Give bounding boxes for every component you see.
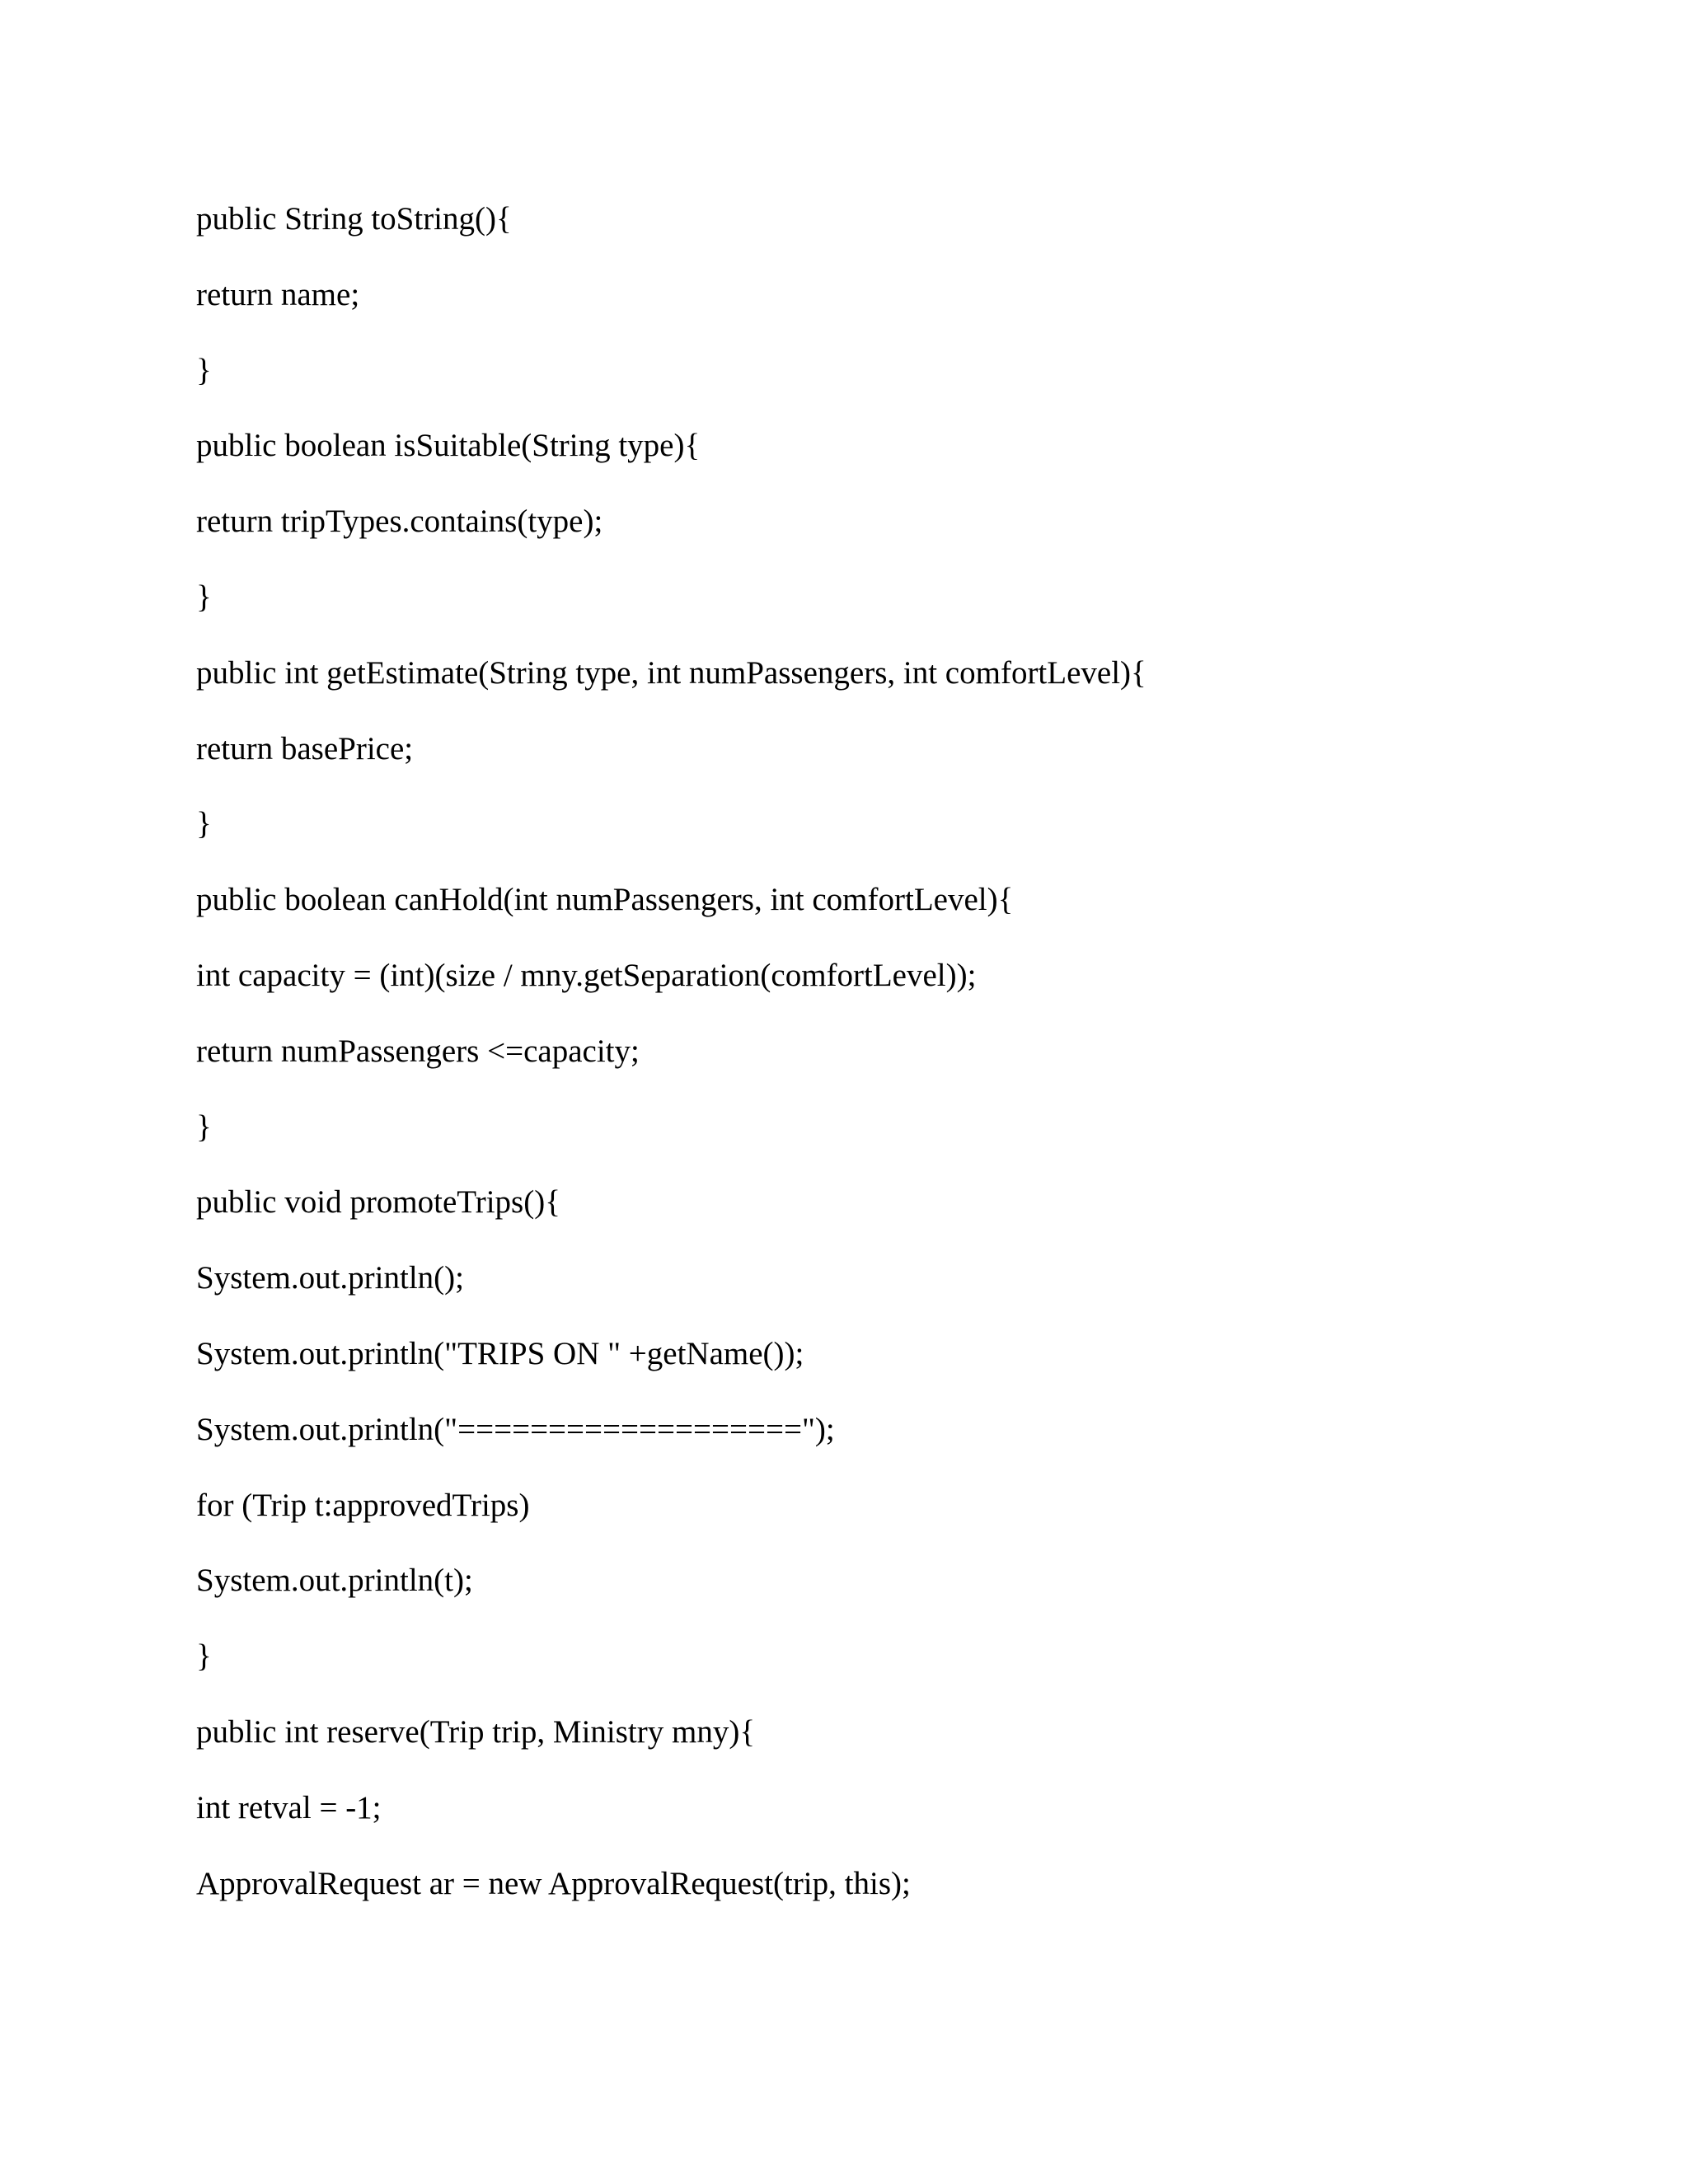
code-line: ApprovalRequest ar = new ApprovalRequest(trip, this); — [196, 1865, 911, 1901]
code-line: for (Trip t:approvedTrips) — [196, 1487, 530, 1523]
code-line: System.out.println(); — [196, 1260, 464, 1296]
code-line: } — [196, 1638, 212, 1675]
code-line: return basePrice; — [196, 730, 414, 766]
code-line: return numPassengers <=capacity; — [196, 1033, 640, 1069]
code-line: public void promoteTrips(){ — [196, 1184, 560, 1221]
code-line: } — [196, 352, 212, 388]
code-line: public boolean isSuitable(String type){ — [196, 428, 701, 464]
code-line: public boolean canHold(int numPassengers, int comfortLevel){ — [196, 882, 1014, 918]
code-line: int capacity = (int)(size / mny.getSeparation(comfortLevel)); — [196, 957, 977, 993]
code-line: } — [196, 579, 212, 615]
code-line: public int getEstimate(String type, int numPassengers, int comfortLevel){ — [196, 654, 1146, 691]
code-line: } — [196, 1108, 212, 1145]
code-line: } — [196, 806, 212, 842]
code-line: public String toString(){ — [196, 201, 512, 237]
code-line: System.out.println("==================="); — [196, 1411, 835, 1447]
code-line: return name; — [196, 276, 360, 312]
code-line: public int reserve(Trip trip, Ministry mny){ — [196, 1713, 756, 1750]
code-line: System.out.println("TRIPS ON " +getName()); — [196, 1335, 804, 1371]
code-listing — [196, 181, 1597, 1921]
code-line: return tripTypes.contains(type); — [196, 504, 603, 540]
code-line: System.out.println(t); — [196, 1563, 473, 1599]
code-line: int retval = -1; — [196, 1789, 382, 1825]
